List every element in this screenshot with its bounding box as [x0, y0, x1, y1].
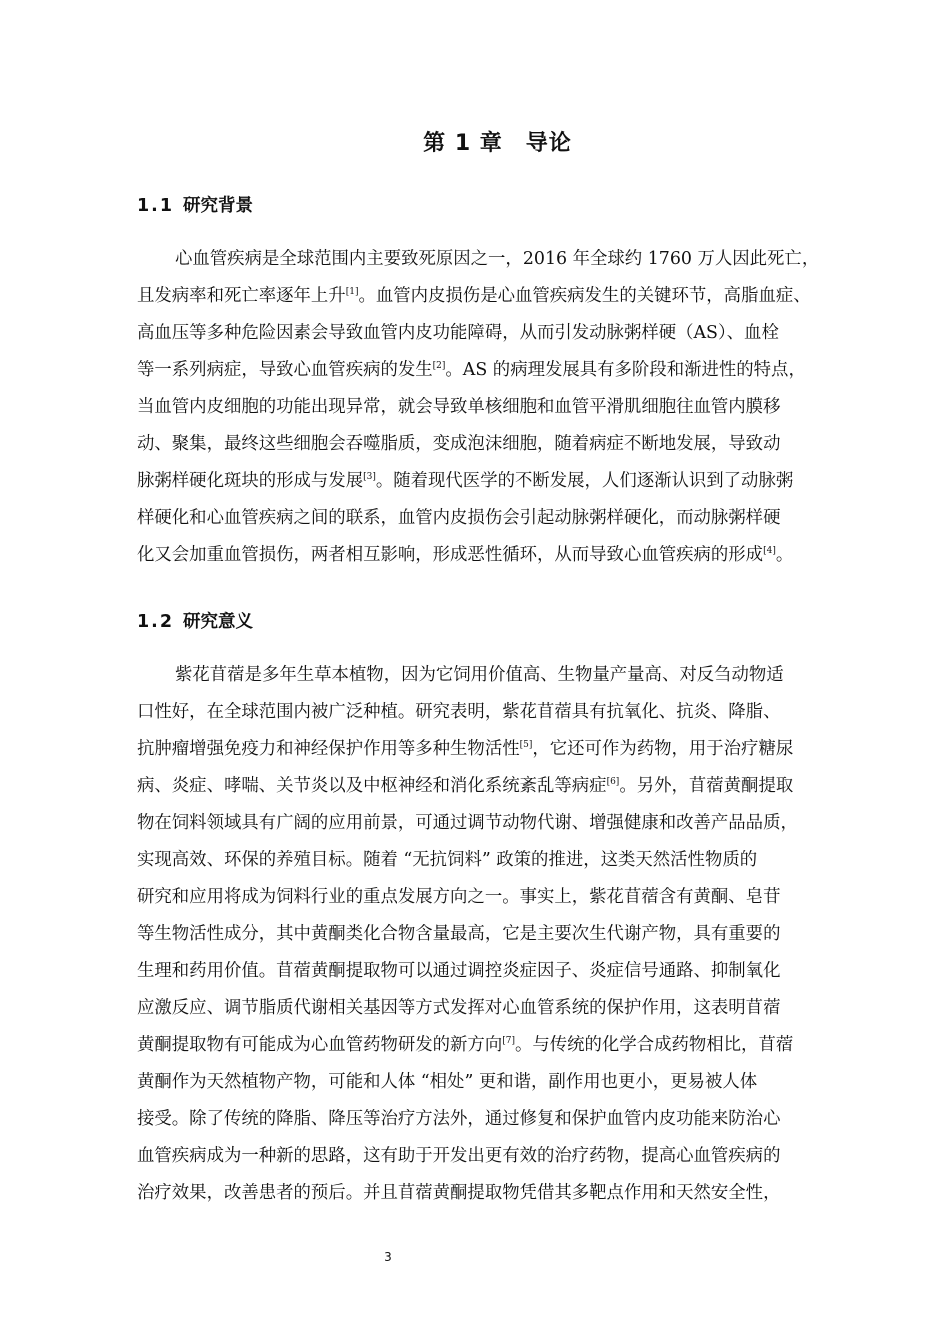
text-run: 血管疾病成为一种新的思路，这有助于开发出更有效的治疗药物，提高心血管疾病的 — [137, 1146, 781, 1166]
paragraph-line — [137, 315, 857, 352]
paragraph-line — [137, 805, 857, 842]
text-run: 高血压等多种危险因素会导致血管内皮功能障碍，从而引发动脉粥样硬（AS）、血栓 — [137, 323, 779, 343]
citation-marker: [7] — [502, 1036, 515, 1046]
paragraph-line — [137, 731, 857, 768]
text-run: 研究和应用将成为饲料行业的重点发展方向之一。事实上，紫花苜蓿含有黄酮、皂苷 — [137, 887, 781, 907]
text-run: 病、炎症、哮喘、关节炎以及中枢神经和消化系统紊乱等病症 — [137, 776, 607, 796]
text-run: 脉粥样硬化斑块的形成与发展 — [137, 471, 364, 491]
text-run: 物在饲料领域具有广阔的应用前景，可通过调节动物代谢、增强健康和改善产品品质， — [137, 813, 798, 833]
paragraph-line — [137, 879, 857, 916]
text-run: 等生物活性成分，其中黄酮类化合物含量最高，它是主要次生代谢产物，具有重要的 — [137, 924, 781, 944]
paragraph-line — [137, 1138, 857, 1175]
paragraph-line — [137, 916, 857, 953]
citation-marker: [6] — [606, 777, 620, 787]
text-run: 心血管疾病是全球范围内主要致死原因之一，2016 年全球约 1760 万人因此死亡， — [175, 249, 820, 269]
paragraph-line — [137, 1027, 857, 1064]
text-run: 。血管内皮损伤是心血管疾病发生的关键环节，高脂血症、 — [358, 286, 811, 306]
text-run: 治疗效果，改善患者的预后。并且苜蓿黄酮提取物凭借其多靶点作用和天然安全性， — [137, 1183, 781, 1203]
text-run: 样硬化和心血管疾病之间的联系，血管内皮损伤会引起动脉粥样硬化，而动脉粥样硬 — [137, 508, 781, 528]
paragraph-line — [137, 537, 857, 574]
text-run: 黄酮提取物有可能成为心血管药物研发的新方向 — [137, 1035, 503, 1055]
text-run: 应激反应、调节脂质代谢相关基因等方式发挥对心血管系统的保护作用，这表明苜蓿 — [137, 998, 781, 1018]
text-run: 。随着现代医学的不断发展，人们逐渐认识到了动脉粥 — [375, 471, 794, 491]
text-run: 。 — [775, 545, 794, 565]
paragraph-line — [137, 463, 857, 500]
text-run: ，它还可作为药物，用于治疗糖尿 — [532, 739, 794, 759]
paragraph-line — [137, 426, 857, 463]
paragraph-line — [137, 500, 857, 537]
citation-marker: [5] — [519, 740, 533, 750]
text-run: 实现高效、环保的养殖目标。随着 “无抗饲料” 政策的推进，这类天然活性物质的 — [137, 850, 758, 870]
section-heading-1-1 — [137, 192, 253, 217]
section-title: 研究背景 — [183, 196, 253, 216]
text-run: 抗肿瘤增强免疫力和神经保护作用等多种生物活性 — [137, 739, 520, 759]
paragraph-research-significance — [137, 657, 857, 1212]
paragraph-line — [137, 278, 857, 315]
text-run: 化又会加重血管损伤，两者相互影响，形成恶性循环，从而导致心血管疾病的形成 — [137, 545, 764, 565]
text-run: 等一系列病症，导致心血管疾病的发生 — [137, 360, 433, 380]
citation-marker: [4] — [763, 546, 776, 556]
text-run: 动、聚集，最终这些细胞会吞噬脂质，变成泡沫细胞，随着病症不断地发展，导致动 — [137, 434, 781, 454]
paragraph-line — [137, 768, 857, 805]
paragraph-line — [137, 1101, 857, 1138]
paragraph-line — [137, 694, 857, 731]
text-run: 接受。除了传统的降脂、降压等治疗方法外，通过修复和保护血管内皮功能来防治心 — [137, 1109, 781, 1129]
section-heading-1-2 — [137, 608, 253, 633]
text-run: 当血管内皮细胞的功能出现异常，就会导致单核细胞和血管平滑肌细胞往血管内膜移 — [137, 397, 781, 417]
paragraph-line — [137, 1064, 857, 1101]
text-run: 。与传统的化学合成药物相比，苜蓿 — [514, 1035, 794, 1055]
citation-marker: [2] — [432, 361, 446, 371]
section-number: 1.2 — [137, 612, 175, 632]
text-run: 紫花苜蓿是多年生草本植物，因为它饲用价值高、生物量产量高、对反刍动物适 — [175, 665, 784, 685]
paragraph-line — [137, 352, 857, 389]
paragraph-line — [137, 241, 857, 278]
text-run: 且发病率和死亡率逐年上升 — [137, 286, 346, 306]
chapter-title: 第 1 章 导论 — [423, 131, 572, 156]
paragraph-line — [137, 1175, 857, 1212]
paragraph-line — [137, 990, 857, 1027]
paragraph-line — [137, 953, 857, 990]
page-number: 3 — [384, 1250, 392, 1264]
text-run: 口性好，在全球范围内被广泛种植。研究表明，紫花苜蓿具有抗氧化、抗炎、降脂、 — [137, 702, 781, 722]
paragraph-line — [137, 842, 857, 879]
section-number: 1.1 — [137, 196, 175, 216]
text-run: 黄酮作为天然植物产物，可能和人体 “相处” 更和谐，副作用也更小，更易被人体 — [137, 1072, 758, 1092]
paragraph-research-background — [137, 241, 857, 574]
text-run: 。另外，苜蓿黄酮提取 — [619, 776, 794, 796]
citation-marker: [3] — [363, 472, 376, 482]
section-title: 研究意义 — [183, 612, 253, 632]
citation-marker: [1] — [345, 287, 359, 297]
text-run: 。AS 的病理发展具有多阶段和渐进性的特点， — [445, 360, 806, 380]
paragraph-line — [137, 389, 857, 426]
text-run: 生理和药用价值。苜蓿黄酮提取物可以通过调控炎症因子、炎症信号通路、抑制氧化 — [137, 961, 781, 981]
paragraph-line — [137, 657, 857, 694]
